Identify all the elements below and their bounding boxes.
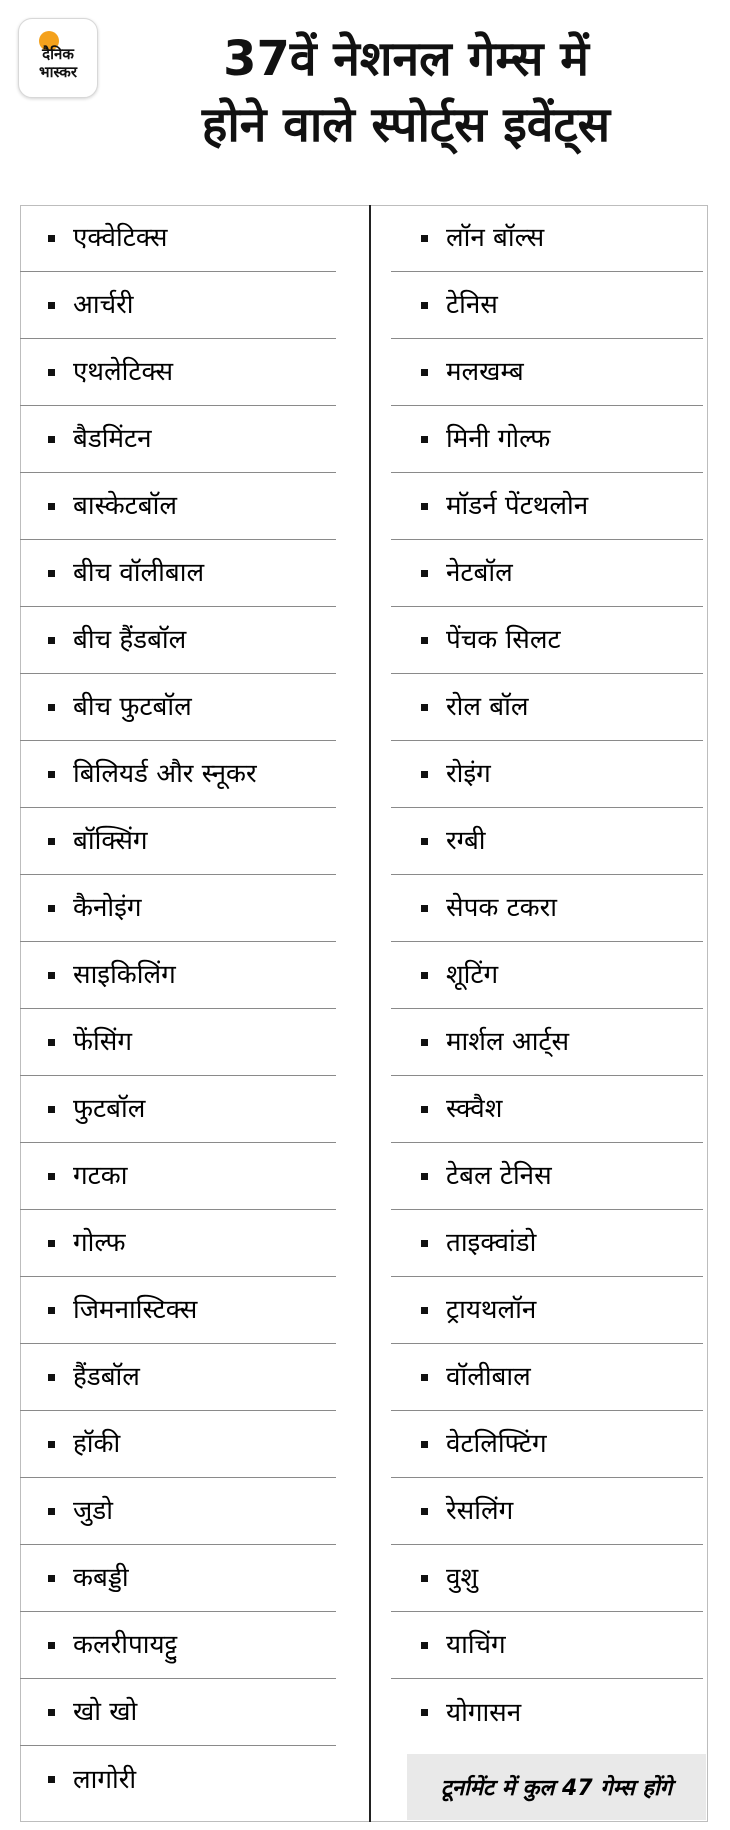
list-item — [20, 540, 336, 607]
sport-name: गटका — [73, 1161, 128, 1191]
sport-name: योगासन — [446, 1697, 522, 1728]
list-item — [391, 1277, 703, 1344]
bullet-icon — [48, 503, 55, 510]
list-item — [391, 1545, 703, 1612]
sport-name: मार्शल आर्ट्स — [446, 1027, 570, 1057]
sport-name: वुशु — [446, 1563, 479, 1593]
bullet-icon — [48, 1575, 55, 1582]
sport-name: बीच हैंडबॉल — [73, 625, 187, 655]
left-column — [20, 205, 336, 1813]
bullet-icon — [48, 1307, 55, 1314]
sport-name: टेबल टेनिस — [446, 1161, 552, 1191]
bullet-icon — [421, 302, 428, 309]
total-games-note: टूर्नामेंट में कुल 47 गेम्स होंगे — [407, 1754, 706, 1820]
bullet-icon — [421, 570, 428, 577]
list-item — [20, 1076, 336, 1143]
list-item — [20, 942, 336, 1009]
bullet-icon — [421, 1575, 428, 1582]
sport-name: पेंचक सिलट — [446, 625, 561, 655]
sport-name: सेपक टकरा — [446, 893, 558, 923]
bullet-icon — [48, 1642, 55, 1649]
list-item — [20, 674, 336, 741]
sport-name: जुडो — [73, 1496, 113, 1526]
bullet-icon — [48, 1173, 55, 1180]
list-item — [20, 1679, 336, 1746]
list-item — [20, 1210, 336, 1277]
sport-name: फुटबॉल — [73, 1094, 146, 1124]
sport-name: जिमनास्टिक्स — [73, 1295, 198, 1325]
list-item — [391, 272, 703, 339]
sport-name: नेटबॉल — [446, 558, 513, 588]
column-divider — [369, 205, 371, 1822]
bullet-icon — [421, 771, 428, 778]
bullet-icon — [421, 1441, 428, 1448]
sport-name: बीच फुटबॉल — [73, 692, 192, 722]
sport-name: वेटलिफ्टिंग — [446, 1429, 547, 1459]
sport-name: हैंडबॉल — [73, 1362, 140, 1392]
bullet-icon — [421, 1240, 428, 1247]
sport-name: शूटिंग — [446, 960, 499, 990]
logo-line-2: भास्कर — [39, 63, 77, 81]
list-item — [391, 205, 703, 272]
sport-name: गोल्फ — [73, 1228, 126, 1258]
bullet-icon — [48, 972, 55, 979]
list-item — [391, 1009, 703, 1076]
list-item — [20, 875, 336, 942]
list-item — [20, 1612, 336, 1679]
list-item — [20, 1143, 336, 1210]
sport-name: मॉडर्न पेंटथलोन — [446, 491, 589, 521]
sport-name: याचिंग — [446, 1630, 506, 1660]
list-item — [20, 808, 336, 875]
list-item — [391, 875, 703, 942]
list-item — [20, 1478, 336, 1545]
bullet-icon — [48, 570, 55, 577]
list-item — [391, 808, 703, 875]
bullet-icon — [421, 1642, 428, 1649]
list-item — [20, 272, 336, 339]
sport-name: कलरीपायट्टु — [73, 1630, 178, 1660]
list-item — [20, 473, 336, 540]
sport-name: ताइक्वांडो — [446, 1228, 537, 1258]
bullet-icon — [421, 235, 428, 242]
page-title — [96, 26, 716, 158]
right-column — [391, 205, 703, 1746]
sport-name: एथलेटिक्स — [73, 357, 174, 387]
list-item — [391, 1411, 703, 1478]
sport-name: कबड्डी — [73, 1563, 129, 1593]
bullet-icon — [421, 704, 428, 711]
list-item — [20, 205, 336, 272]
list-item — [20, 1411, 336, 1478]
list-item — [391, 942, 703, 1009]
list-item — [391, 674, 703, 741]
list-item — [391, 1679, 703, 1746]
list-item — [391, 1612, 703, 1679]
dainik-bhaskar-logo — [18, 18, 98, 98]
sport-name: साइकिलिंग — [73, 960, 176, 990]
bullet-icon — [421, 637, 428, 644]
bullet-icon — [421, 1709, 428, 1716]
bullet-icon — [48, 235, 55, 242]
sport-name: बीच वॉलीबाल — [73, 558, 205, 588]
logo-line-1: दैनिक — [42, 45, 74, 63]
bullet-icon — [48, 1106, 55, 1113]
sport-name: टेनिस — [446, 290, 498, 320]
bullet-icon — [48, 1374, 55, 1381]
bullet-icon — [48, 302, 55, 309]
list-item — [391, 741, 703, 808]
sport-name: आर्चरी — [73, 290, 134, 320]
sport-name: ट्रायथलॉन — [446, 1295, 537, 1325]
bullet-icon — [48, 1508, 55, 1515]
bullet-icon — [421, 1508, 428, 1515]
sport-name: रोइंग — [446, 759, 491, 789]
title-line-2: होने वाले स्पोर्ट्स इवेंट्स — [201, 97, 611, 153]
bullet-icon — [48, 905, 55, 912]
sport-name: बॉक्सिंग — [73, 826, 148, 856]
sport-name: खो खो — [73, 1697, 138, 1727]
bullet-icon — [421, 838, 428, 845]
list-item — [391, 1344, 703, 1411]
bullet-icon — [421, 436, 428, 443]
bullet-icon — [421, 1106, 428, 1113]
list-item — [391, 540, 703, 607]
list-item — [20, 1746, 336, 1813]
bullet-icon — [421, 905, 428, 912]
sport-name: रग्बी — [446, 826, 486, 856]
bullet-icon — [48, 1776, 55, 1783]
sport-name: बास्केटबॉल — [73, 491, 177, 521]
sport-name: रोल बॉल — [446, 692, 529, 722]
list-item — [20, 607, 336, 674]
sport-name: बिलियर्ड और स्नूकर — [73, 759, 257, 789]
sport-name: रेसलिंग — [446, 1496, 514, 1526]
list-item — [20, 339, 336, 406]
list-item — [20, 1344, 336, 1411]
bullet-icon — [421, 972, 428, 979]
sport-name: स्क्वैश — [446, 1094, 503, 1124]
bullet-icon — [48, 838, 55, 845]
sport-name: मिनी गोल्फ — [446, 424, 551, 454]
bullet-icon — [48, 1240, 55, 1247]
list-item — [391, 473, 703, 540]
bullet-icon — [48, 1441, 55, 1448]
bullet-icon — [421, 1173, 428, 1180]
sport-name: कैनोइंग — [73, 893, 142, 923]
sport-name: एक्वेटिक्स — [73, 223, 168, 253]
list-item — [391, 339, 703, 406]
sport-name: मलखम्ब — [446, 357, 524, 387]
bullet-icon — [48, 771, 55, 778]
list-item — [391, 406, 703, 473]
bullet-icon — [48, 436, 55, 443]
list-item — [20, 1277, 336, 1344]
list-item — [20, 741, 336, 808]
sport-name: बैडमिंटन — [73, 424, 152, 454]
bullet-icon — [48, 704, 55, 711]
list-item — [20, 1545, 336, 1612]
list-item — [391, 607, 703, 674]
list-item — [391, 1076, 703, 1143]
bullet-icon — [48, 1709, 55, 1716]
sport-name: लागोरी — [73, 1764, 137, 1795]
bullet-icon — [421, 1307, 428, 1314]
sport-name: वॉलीबाल — [446, 1362, 531, 1392]
list-item — [391, 1143, 703, 1210]
bullet-icon — [48, 637, 55, 644]
bullet-icon — [421, 503, 428, 510]
bullet-icon — [48, 369, 55, 376]
bullet-icon — [421, 1039, 428, 1046]
sport-name: फेंसिंग — [73, 1027, 132, 1057]
sport-name: लॉन बॉल्स — [446, 223, 545, 253]
list-item — [20, 406, 336, 473]
list-item — [391, 1478, 703, 1545]
bullet-icon — [421, 369, 428, 376]
bullet-icon — [48, 1039, 55, 1046]
sport-name: हॉकी — [73, 1429, 121, 1459]
title-line-1: 37वें नेशनल गेम्स में — [223, 31, 589, 87]
list-item — [391, 1210, 703, 1277]
bullet-icon — [421, 1374, 428, 1381]
list-item — [20, 1009, 336, 1076]
